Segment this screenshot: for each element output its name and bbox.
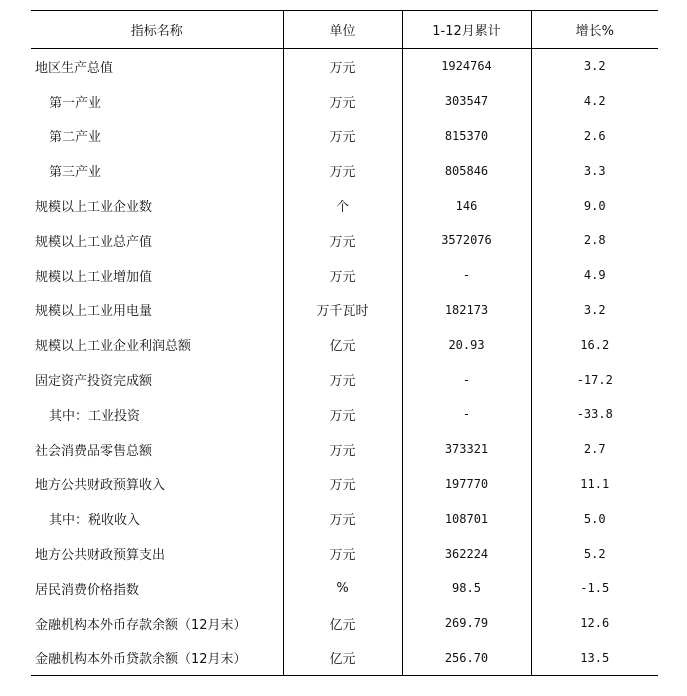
growth-value-cell: 2.7 xyxy=(531,432,658,467)
cumulative-value-cell: 98.5 xyxy=(402,571,531,606)
indicator-name-cell: 金融机构本外币存款余额（12月末） xyxy=(35,617,247,633)
table-row xyxy=(31,119,658,154)
table-row xyxy=(31,536,658,571)
unit-cell: 万元 xyxy=(283,119,402,154)
table-row xyxy=(31,153,658,188)
growth-value-cell: -1.5 xyxy=(531,571,658,606)
header-cumulative: 1-12月累计 xyxy=(402,11,531,49)
indicator-name-cell: 第二产业 xyxy=(49,130,102,146)
table-row xyxy=(31,258,658,293)
indicator-name-cell: 规模以上工业用电量 xyxy=(35,304,153,320)
indicator-name-cell: 规模以上工业企业数 xyxy=(35,200,153,216)
table-row xyxy=(31,84,658,119)
indicator-name-cell: 固定资产投资完成额 xyxy=(35,374,153,390)
growth-value-cell: 4.2 xyxy=(531,84,658,119)
unit-cell: 万元 xyxy=(283,467,402,502)
cumulative-value-cell: 362224 xyxy=(402,536,531,571)
growth-value-cell: 11.1 xyxy=(531,467,658,502)
indicator-name-cell: 地方公共财政预算收入 xyxy=(35,478,166,494)
unit-cell: 亿元 xyxy=(283,327,402,362)
indicator-name-cell: 地方公共财政预算支出 xyxy=(35,548,166,564)
growth-value-cell: 5.2 xyxy=(531,536,658,571)
growth-value-cell: 12.6 xyxy=(531,606,658,641)
header-growth: 增长% xyxy=(531,11,658,49)
table-row xyxy=(31,362,658,397)
unit-cell: 万千瓦时 xyxy=(283,293,402,328)
cumulative-value-cell: 108701 xyxy=(402,501,531,536)
growth-value-cell: 2.8 xyxy=(531,223,658,258)
growth-value-cell: 2.6 xyxy=(531,119,658,154)
table-row xyxy=(31,188,658,223)
growth-value-cell: 4.9 xyxy=(531,258,658,293)
cumulative-value-cell: 20.93 xyxy=(402,327,531,362)
indicator-name-cell: 社会消费品零售总额 xyxy=(35,443,153,459)
cumulative-value-cell: 269.79 xyxy=(402,606,531,641)
cumulative-value-cell: 256.70 xyxy=(402,641,531,676)
cumulative-value-cell: 146 xyxy=(402,188,531,223)
unit-cell: 万元 xyxy=(283,258,402,293)
growth-value-cell: 3.2 xyxy=(531,49,658,84)
indicator-name-cell: 第三产业 xyxy=(49,165,102,181)
growth-value-cell: 13.5 xyxy=(531,641,658,676)
growth-value-cell: 3.2 xyxy=(531,293,658,328)
cumulative-value-cell: 815370 xyxy=(402,119,531,154)
cumulative-value-cell: 1924764 xyxy=(402,49,531,84)
unit-cell: 亿元 xyxy=(283,606,402,641)
table-row xyxy=(31,293,658,328)
header-row xyxy=(31,11,658,49)
indicator-name-cell: 其中：工业投资 xyxy=(49,408,141,424)
unit-cell: 万元 xyxy=(283,397,402,432)
indicator-name-cell: 规模以上工业增加值 xyxy=(35,269,153,285)
unit-cell: 万元 xyxy=(283,432,402,467)
unit-cell: % xyxy=(283,571,402,606)
cumulative-value-cell: - xyxy=(402,397,531,432)
unit-cell: 个 xyxy=(283,188,402,223)
growth-value-cell: 9.0 xyxy=(531,188,658,223)
header-unit: 单位 xyxy=(283,11,402,49)
unit-cell: 万元 xyxy=(283,501,402,536)
cumulative-value-cell: 303547 xyxy=(402,84,531,119)
indicator-name-cell: 居民消费价格指数 xyxy=(35,582,140,598)
growth-value-cell: -33.8 xyxy=(531,397,658,432)
indicator-name-cell: 其中：税收收入 xyxy=(49,513,141,529)
cumulative-value-cell: - xyxy=(402,258,531,293)
unit-cell: 亿元 xyxy=(283,641,402,676)
growth-value-cell: 5.0 xyxy=(531,501,658,536)
table-row xyxy=(31,397,658,432)
cumulative-value-cell: 3572076 xyxy=(402,223,531,258)
unit-cell: 万元 xyxy=(283,536,402,571)
indicator-name-cell: 规模以上工业企业利润总额 xyxy=(35,339,192,355)
table-header xyxy=(31,11,658,49)
indicator-name-cell: 地区生产总值 xyxy=(35,60,114,76)
growth-value-cell: 16.2 xyxy=(531,327,658,362)
cumulative-value-cell: 805846 xyxy=(402,153,531,188)
table-row xyxy=(31,49,658,84)
table-row xyxy=(31,223,658,258)
cumulative-value-cell: - xyxy=(402,362,531,397)
table-row xyxy=(31,467,658,502)
table-row xyxy=(31,432,658,467)
indicator-name-cell: 金融机构本外币贷款余额（12月末） xyxy=(31,641,283,676)
indicator-name-cell: 第一产业 xyxy=(49,95,102,111)
indicator-name-cell: 规模以上工业总产值 xyxy=(35,234,153,250)
growth-value-cell: -17.2 xyxy=(531,362,658,397)
cumulative-value-cell: 373321 xyxy=(402,432,531,467)
unit-cell: 万元 xyxy=(283,84,402,119)
statistics-table xyxy=(31,10,658,676)
table-body xyxy=(31,49,658,676)
unit-cell: 万元 xyxy=(283,153,402,188)
unit-cell: 万元 xyxy=(283,49,402,84)
growth-value-cell: 3.3 xyxy=(531,153,658,188)
unit-cell: 万元 xyxy=(283,362,402,397)
table-row xyxy=(31,501,658,536)
unit-cell: 万元 xyxy=(283,223,402,258)
table-row xyxy=(31,641,658,676)
table-row xyxy=(31,327,658,362)
header-indicator-name: 指标名称 xyxy=(31,11,283,49)
cumulative-value-cell: 197770 xyxy=(402,467,531,502)
table-row xyxy=(31,571,658,606)
table-row xyxy=(31,606,658,641)
cumulative-value-cell: 182173 xyxy=(402,293,531,328)
